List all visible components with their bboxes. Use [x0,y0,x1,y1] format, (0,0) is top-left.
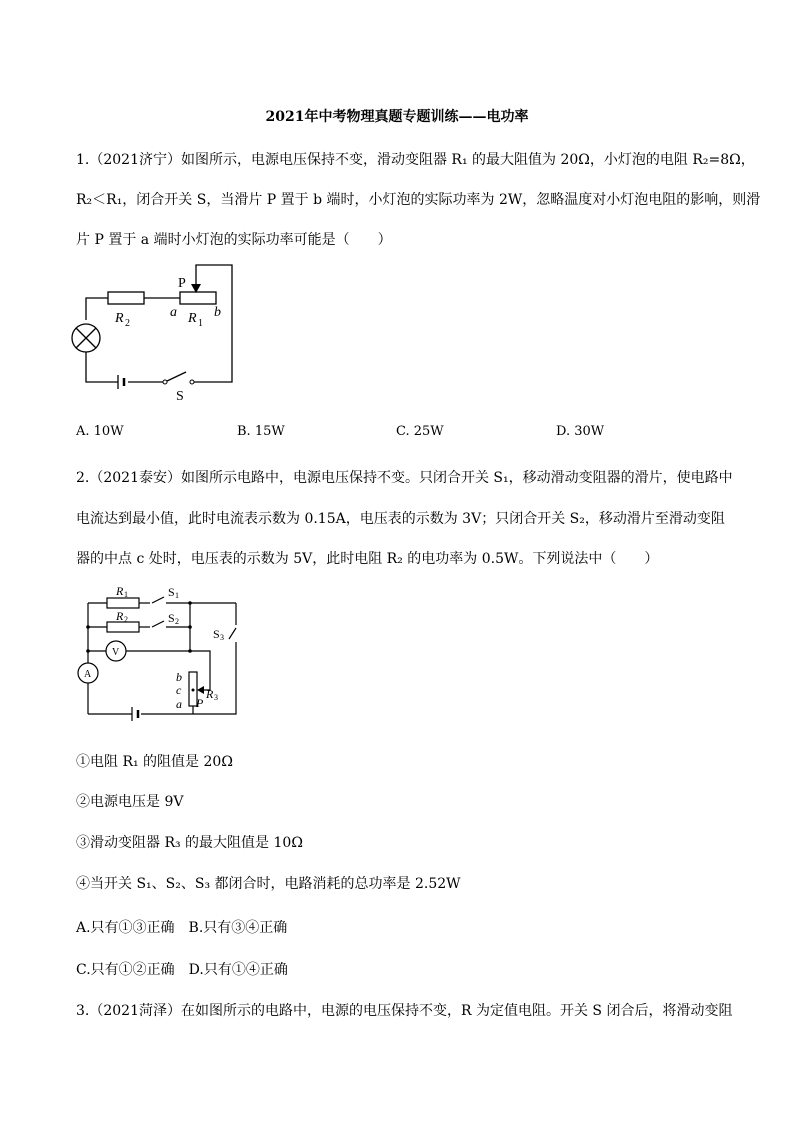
q2-text-line3: 器的中点 c 处时，电压表的示数为 5V，此时电阻 R₂ 的电功率为 0.5W。下列说法中（ ） [76,551,659,567]
page-title: 2021年中考物理真题专题训练——电功率 [265,109,529,125]
q2-label-R1: R [116,584,124,598]
q2-label-S1: S [168,585,175,599]
q1-option-a: A. 10W [76,424,124,439]
q2-text-line2: 电流达到最小值，此时电流表示数为 0.15A，电压表的示数为 3V；只闭合开关 S₂，移动滑片至滑动变阻 [76,511,725,527]
q2-label-a: a [176,697,182,711]
q1-label-R2: R [115,311,124,326]
q1-option-c: C. 25W [396,424,444,439]
q2-options-line2: C.只有①②正确 D.只有①④正确 [76,962,288,978]
q1-text-line1: 1.（2021济宁）如图所示，电源电压保持不变，滑动变阻器 R₁ 的最大阻值为 20Ω，小灯泡的电阻 R₂=8Ω， [76,152,755,168]
q2-label-R2-sub: 2 [124,615,128,624]
q2-ammeter-label: A [84,669,92,680]
q1-text-line3: 片 P 置于 a 端时小灯泡的实际功率可能是（ ） [76,232,392,248]
q1-label-b: b [214,305,221,320]
q2-label-S3-sub: 3 [220,633,224,642]
q2-label-S1-sub: 1 [175,591,179,600]
q1-label-a: a [170,305,177,320]
q1-label-R1: R [188,311,197,326]
q2-label-P: P [196,696,204,710]
q2-label-R3: R [206,687,214,701]
q2-label-R2: R [116,609,124,623]
q1-option-b: B. 15W [237,424,285,439]
q2-voltmeter-label: V [112,647,120,658]
q2-label-c: c [176,683,182,697]
q2-statement-2: ②电源电压是 9V [76,794,184,810]
q2-text-line1: 2.（2021泰安）如图所示电路中，电源电压保持不变。只闭合开关 S₁，移动滑动变阻器的滑片，使电路中 [76,470,733,486]
q1-label-R1-sub: 1 [198,318,203,329]
q2-statement-3: ③滑动变阻器 R₃ 的最大阻值是 10Ω [76,835,303,851]
q1-text-line2: R₂＜R₁，闭合开关 S，当滑片 P 置于 b 端时，小灯泡的实际功率为 2W，忽略温度对小灯泡电阻的影响，则滑 [76,192,761,208]
q2-label-S2-sub: 2 [175,617,179,626]
q1-option-d: D. 30W [556,424,605,439]
q2-statement-4: ④当开关 S₁、S₂、S₃ 都闭合时，电路消耗的总功率是 2.52W [76,876,461,892]
q2-label-b: b [176,670,182,684]
q3-text-line1: 3.（2021菏泽）在如图所示的电路中，电源的电压保持不变，R 为定值电阻。开关 S 闭合后，将滑动变阻 [76,1003,733,1019]
q2-options-line1: A.只有①③正确 B.只有③④正确 [76,920,288,936]
q2-slider-arrow-icon [197,686,204,694]
q2-label-R1-sub: 1 [124,590,128,599]
q2-label-S3: S [213,627,220,641]
q2-statement-1: ①电阻 R₁ 的阻值是 20Ω [76,754,233,770]
q2-label-S2: S [168,611,175,625]
q1-label-S: S [176,389,184,404]
q2-label-R3-sub: 3 [214,693,218,702]
q1-label-P: P [178,276,186,291]
q1-label-R2-sub: 2 [125,318,130,329]
